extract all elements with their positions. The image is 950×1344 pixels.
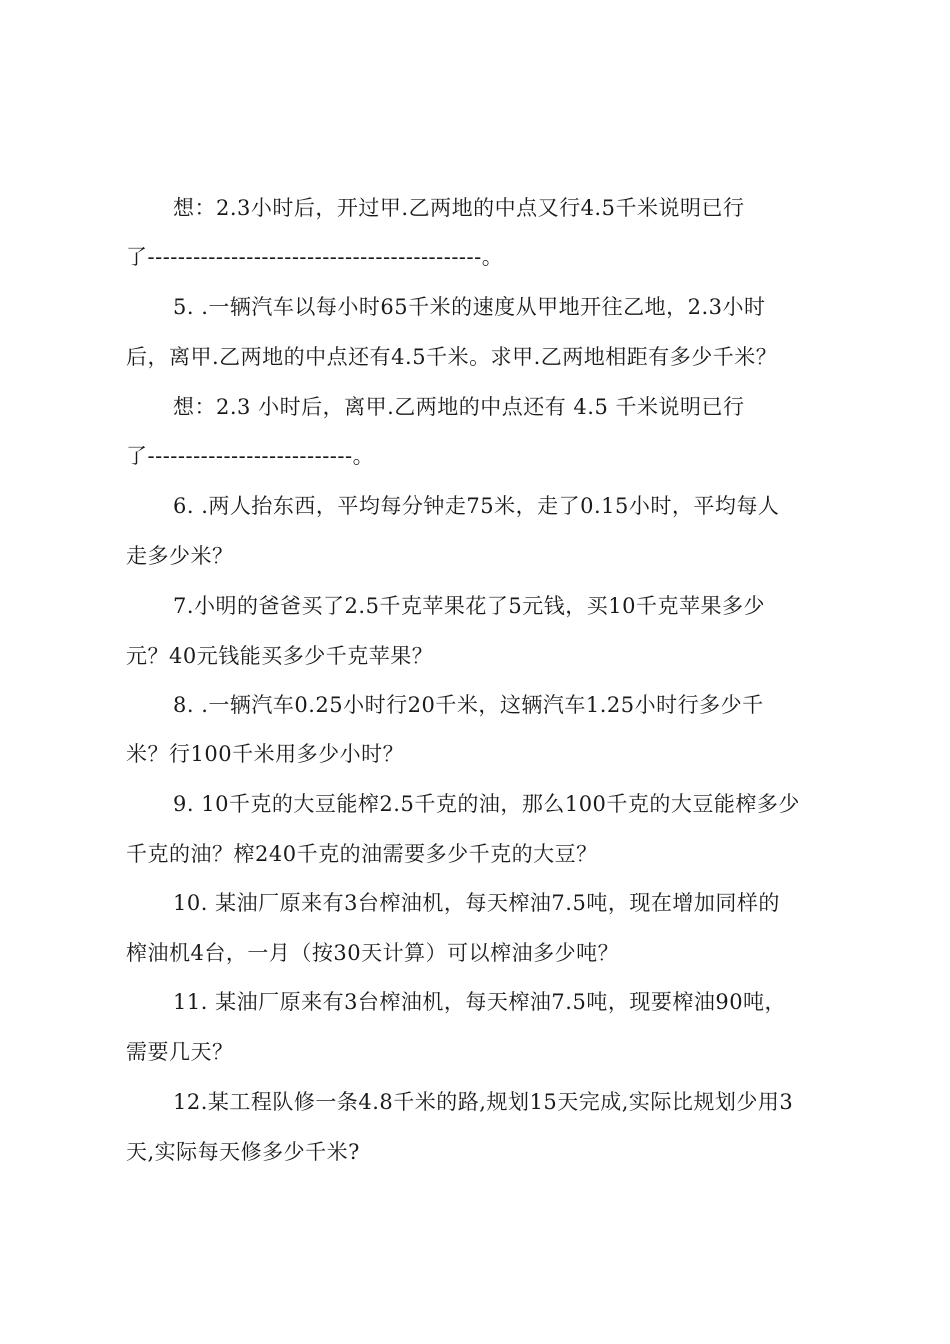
problem-9-line-1: 9. 10千克的大豆能榨2.5千克的油，那么100千克的大豆能榨多少: [173, 792, 800, 816]
problem-5-line-2: 后，离甲.乙两地的中点还有4.5千米。求甲.乙两地相距有多少千米？: [126, 345, 778, 369]
problem-10-line-1: 10. 某油厂原来有3台榨油机，每天榨油7.5吨，现在增加同样的: [173, 891, 780, 915]
problem-6-line-1: 6. .两人抬东西，平均每分钟走75米，走了0.15小时，平均每人: [173, 494, 780, 518]
problem-12-line-2: 天,实际每天修多少千米?: [126, 1140, 360, 1164]
problem-8-line-2: 米？行100千米用多少小时？: [126, 742, 405, 766]
think-2-line-2: 了---------------------------。: [126, 444, 375, 468]
think-2-line-1: 想：2.3 小时后，离甲.乙两地的中点还有 4.5 千米说明已行: [173, 395, 745, 419]
problem-7-line-2: 元？40元钱能买多少千克苹果？: [126, 644, 434, 668]
problem-12-line-1: 12.某工程队修一条4.8千米的路,规划15天完成,实际比规划少用3: [173, 1090, 794, 1114]
problem-11-line-2: 需要几天？: [126, 1040, 234, 1064]
think-1-line-2: 了--------------------------------------------。: [126, 245, 504, 269]
problem-11-line-1: 11. 某油厂原来有3台榨油机，每天榨油7.5吨，现要榨油90吨，: [173, 990, 787, 1014]
problem-6-line-2: 走多少米？: [126, 544, 234, 568]
problem-7-line-1: 7.小明的爸爸买了2.5千克苹果花了5元钱，买10千克苹果多少: [173, 594, 766, 618]
think-1-line-1: 想：2.3小时后，开过甲.乙两地的中点又行4.5千米说明已行: [173, 196, 745, 220]
problem-5-line-1: 5. .一辆汽车以每小时65千米的速度从甲地开往乙地，2.3小时: [173, 295, 766, 319]
problem-10-line-2: 榨油机4台，一月（按30天计算）可以榨油多少吨？: [126, 941, 620, 965]
problem-9-line-2: 千克的油？榨240千克的油需要多少千克的大豆？: [126, 842, 598, 866]
problem-8-line-1: 8. .一辆汽车0.25小时行20千米，这辆汽车1.25小时行多少千: [173, 693, 764, 717]
